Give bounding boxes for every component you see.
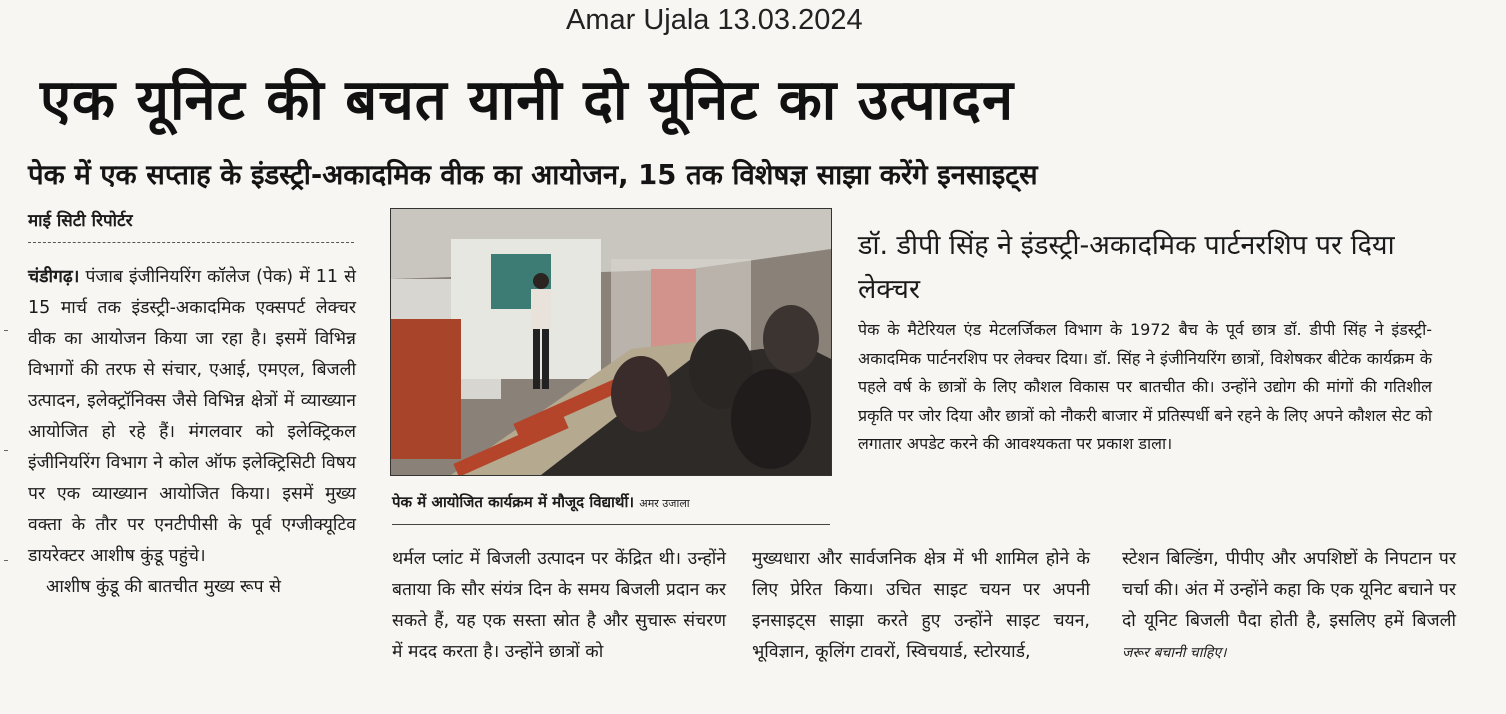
byline-divider: [28, 242, 354, 243]
margin-mark: [4, 560, 8, 561]
margin-mark: [4, 330, 8, 331]
article-column-3: मुख्यधारा और सार्वजनिक क्षेत्र में भी शामिल होने के लिए प्रेरित किया। उचित साइट चयन पर अपनी इनसाइट्स साझा करते हुए उन्होंने साइट चयन, भूविज्ञान, कूलिंग टावरों, स्विचयार्ड, स्टोरयार्ड,: [752, 549, 1090, 662]
column-1-text: पंजाब इंजीनियरिंग कॉलेज (पेक) में 11 से 15 मार्च तक इंडस्ट्री-अकादमिक एक्सपर्ट लेक्चर वीक का आयोजन किया जा रहा है। इसमें विभिन्न विभागों की तरफ से संचार, एआई, एमएल, बिजली उत्पादन, इलेक्ट्रॉनिक्स जैसे विभिन्न क्षेत्रों में व्याख्यान आयोजित हो रहे हैं। मंगलवार को इलेक्ट्रिकल इंजीनियरिंग विभाग ने कोल ऑफ इलेक्ट्रिसिटी विषय पर एक व्याख्यान आयोजित किया। इसमें मुख्य वक्ता के तौर पर एनटीपीसी के पूर्व एग्जीक्यूटिव डायरेक्टर आशीष कुंडू पहुंचे।: [28, 267, 356, 566]
photo-credit: अमर उजाला: [639, 497, 690, 510]
subheadline: पेक में एक सप्ताह के इंडस्ट्री-अकादमिक वीक का आयोजन, 15 तक विशेषज्ञ साझा करेंगे इनसाइट्स: [28, 159, 1038, 191]
publication-date-line: Amar Ujala 13.03.2024: [566, 4, 863, 36]
caption-divider: [392, 524, 830, 525]
byline: माई सिटी रिपोर्टर: [28, 211, 133, 231]
article-column-2: थर्मल प्लांट में बिजली उत्पादन पर केंद्रित थी। उन्होंने बताया कि सौर संयंत्र दिन के समय बिजली प्रदान कर सकते हैं, यह एक सस्ता स्रोत है और सुचारू संचरण में मदद करता है। उन्होंने छात्रों को: [392, 549, 726, 662]
classroom-photo-illustration: [391, 209, 831, 475]
column-4-ending: जरूर बचानी चाहिए।: [1122, 645, 1227, 661]
dateline: चंडीगढ़।: [28, 267, 80, 287]
article-column-4: [1122, 544, 1456, 669]
side-story-headline: डॉ. डीपी सिंह ने इंडस्ट्री-अकादमिक पार्टनरशिप पर दिया लेक्चर: [858, 230, 1395, 305]
side-story-body: पेक के मैटेरियल एंड मेटलर्जिकल विभाग के 1972 बैच के पूर्व छात्र डॉ. डीपी सिंह ने इंडस्ट्री-अकादमिक पार्टनरशिप पर लेक्चर दिया। डॉ. सिंह ने इंजीनियरिंग छात्रों, विशेषकर बीटेक कार्यक्रम के पहले वर्ष के छात्रों के लिए कौशल विकास पर बातचीत की। उन्होंने उद्योग की मांगों की गतिशील प्रकृति पर जोर दिया और छात्रों को नौकरी बाजार में प्रतिस्पर्धी बने रहने के लिए अपने कौशल सेट को लगातार अपडेट करने की आवश्यकता पर प्रकाश डाला।: [858, 320, 1432, 453]
photo-caption: [392, 492, 830, 512]
column-4-text: स्टेशन बिल्डिंग, पीपीए और अपशिष्टों के निपटान पर चर्चा की। अंत में उन्होंने कहा कि एक यूनिट बचाने पर दो यूनिट बिजली पैदा होती है, इसलिए हमें बिजली: [1122, 549, 1456, 631]
column-1-tail: आशीष कुंडू की बातचीत मुख्य रूप से: [46, 577, 281, 597]
caption-text: पेक में आयोजित कार्यक्रम में मौजूद विद्यार्थी।: [392, 493, 635, 511]
article-column-1: [28, 262, 356, 603]
news-photo: [390, 208, 832, 476]
margin-mark: [4, 450, 8, 451]
headline: एक यूनिट की बचत यानी दो यूनिट का उत्पादन: [40, 68, 1015, 133]
